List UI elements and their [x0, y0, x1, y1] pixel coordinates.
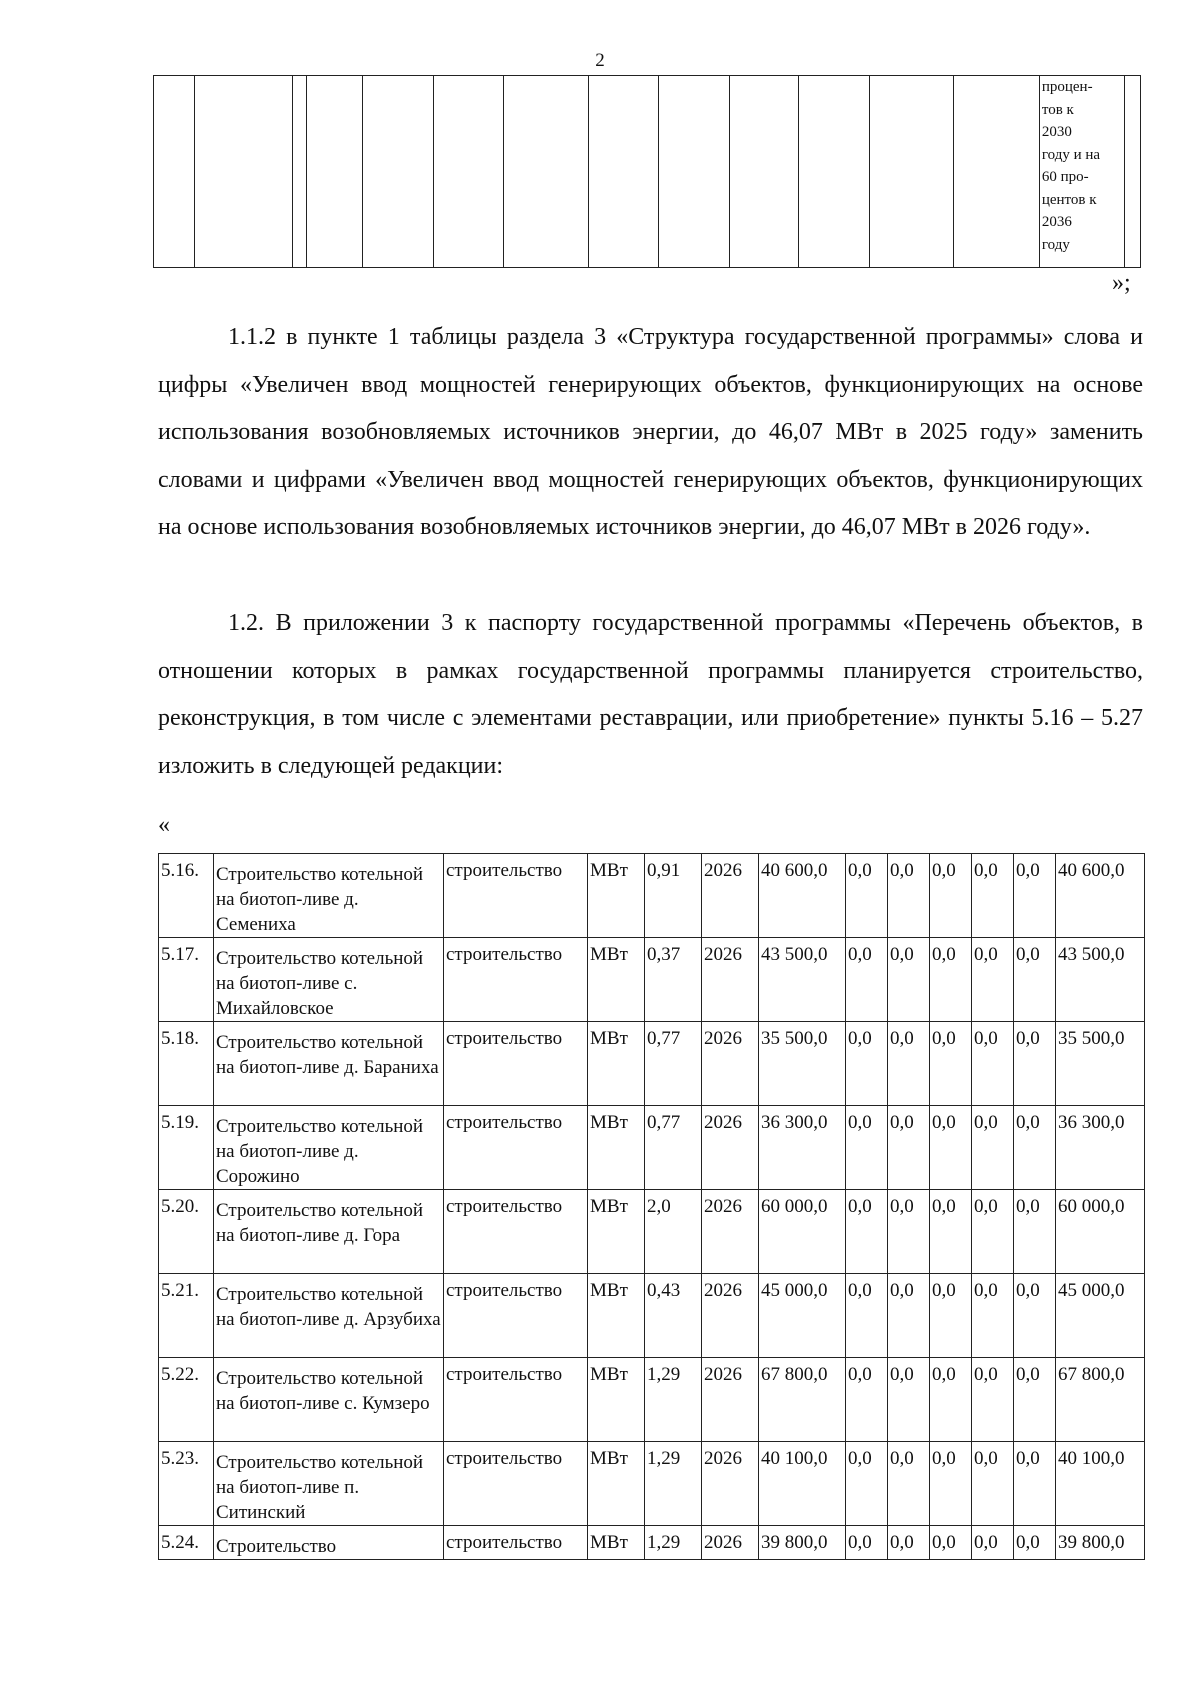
table-column: [307, 76, 363, 267]
total-cost: 43 500,0: [759, 938, 846, 1022]
cost-col-3: 0,0: [930, 1358, 972, 1442]
table-row: [159, 1022, 1145, 1106]
paragraph-amendment-1-1-2: 1.1.2 в пункте 1 таблицы раздела 3 «Структура государственной программы» слова и цифры «Увеличен ввод мощностей генерирующих объектов, функционирующих на основе использования возобновляемых источников энергии, до 46,07 МВт в 2025 году» заменить словами и цифрами «Увеличен ввод мощностей генерирующих объектов, функционирующих на основе использования возобновляемых источников энергии, до 46,07 МВт в 2026 году».: [158, 324, 1143, 540]
cost-col-5: 0,0: [1014, 1442, 1056, 1526]
cost-col-5: 0,0: [1014, 938, 1056, 1022]
total-cost: 40 100,0: [759, 1442, 846, 1526]
table-column: [504, 76, 589, 267]
cost-col-2: 0,0: [888, 1022, 930, 1106]
cost-col-5: 0,0: [1014, 1022, 1056, 1106]
object-name: Строительство котельной на биотоп-ливе д. Семениха: [214, 854, 444, 938]
table-row: [159, 1274, 1145, 1358]
object-name: Строительство котельной на биотоп-ливе д. Гора: [214, 1190, 444, 1274]
capacity: 1,29: [645, 1526, 702, 1560]
unit: МВт: [588, 1106, 645, 1190]
cost-col-1: 0,0: [846, 1106, 888, 1190]
cost-col-4: 0,0: [972, 1442, 1014, 1526]
year: 2026: [702, 854, 759, 938]
year: 2026: [702, 938, 759, 1022]
table-column: [730, 76, 800, 267]
cost-col-5: 0,0: [1014, 1190, 1056, 1274]
capacity: 0,37: [645, 938, 702, 1022]
capacity: 0,77: [645, 1022, 702, 1106]
cost-col-4: 0,0: [972, 854, 1014, 938]
cost-total-last: 35 500,0: [1056, 1022, 1145, 1106]
cost-col-2: 0,0: [888, 1358, 930, 1442]
opening-quote: «: [158, 812, 170, 838]
cell-line: тов к: [1041, 101, 1074, 118]
unit: МВт: [588, 1526, 645, 1560]
cost-col-3: 0,0: [930, 1274, 972, 1358]
row-number: 5.21.: [159, 1274, 214, 1358]
cell-line: процен-: [1041, 79, 1093, 95]
cost-col-2: 0,0: [888, 938, 930, 1022]
cell-line: году и на: [1041, 146, 1101, 163]
cost-col-1: 0,0: [846, 1274, 888, 1358]
total-cost: 40 600,0: [759, 854, 846, 938]
capacity: 0,91: [645, 854, 702, 938]
object-name: Строительство котельной на биотоп-ливе с. Кумзеро: [214, 1358, 444, 1442]
unit: МВт: [588, 1274, 645, 1358]
closing-quote: »;: [1112, 270, 1131, 296]
cost-col-3: 0,0: [930, 1106, 972, 1190]
continuation-table: [153, 75, 1141, 268]
table-column: [293, 76, 307, 267]
cost-total-last: 39 800,0: [1056, 1526, 1145, 1560]
cost-col-4: 0,0: [972, 938, 1014, 1022]
cost-total-last: 40 600,0: [1056, 854, 1145, 938]
cost-col-1: 0,0: [846, 1190, 888, 1274]
page-number: 2: [595, 50, 605, 71]
cost-col-5: 0,0: [1014, 1358, 1056, 1442]
total-cost: 36 300,0: [759, 1106, 846, 1190]
cost-col-4: 0,0: [972, 1106, 1014, 1190]
objects-table: [158, 853, 1145, 1560]
object-name: Строительство котельной на биотоп-ливе д. Бараниха: [214, 1022, 444, 1106]
capacity: 2,0: [645, 1190, 702, 1274]
capacity: 0,77: [645, 1106, 702, 1190]
cost-col-3: 0,0: [930, 1022, 972, 1106]
row-number: 5.18.: [159, 1022, 214, 1106]
cost-col-3: 0,0: [930, 1442, 972, 1526]
total-cost: 39 800,0: [759, 1526, 846, 1560]
table-row: [159, 1190, 1145, 1274]
table-column: [589, 76, 659, 267]
unit: МВт: [588, 854, 645, 938]
table-column: [434, 76, 504, 267]
row-number: 5.19.: [159, 1106, 214, 1190]
cost-total-last: 43 500,0: [1056, 938, 1145, 1022]
cost-col-1: 0,0: [846, 854, 888, 938]
object-name: Строительство котельной на биотоп-ливе д. Сорожино: [214, 1106, 444, 1190]
total-cost: 45 000,0: [759, 1274, 846, 1358]
table-column: [363, 76, 434, 267]
cost-col-2: 0,0: [888, 1106, 930, 1190]
row-number: 5.22.: [159, 1358, 214, 1442]
cost-col-4: 0,0: [972, 1022, 1014, 1106]
unit: МВт: [588, 1442, 645, 1526]
cost-col-4: 0,0: [972, 1526, 1014, 1560]
cost-col-3: 0,0: [930, 938, 972, 1022]
cost-col-3: 0,0: [930, 1190, 972, 1274]
row-number: 5.24.: [159, 1526, 214, 1560]
total-cost: 67 800,0: [759, 1358, 846, 1442]
cell-line: 2030: [1041, 124, 1072, 140]
object-name: Строительство: [214, 1526, 444, 1560]
cost-col-2: 0,0: [888, 1526, 930, 1560]
table-row: [159, 938, 1145, 1022]
cell-line: 2036: [1041, 214, 1072, 230]
year: 2026: [702, 1442, 759, 1526]
total-cost: 35 500,0: [759, 1022, 846, 1106]
table-column: [154, 76, 195, 267]
row-number: 5.16.: [159, 854, 214, 938]
cost-col-1: 0,0: [846, 938, 888, 1022]
cost-col-5: 0,0: [1014, 1274, 1056, 1358]
table-row: [159, 1442, 1145, 1526]
table-column: [1040, 76, 1125, 267]
cell-line: году: [1041, 236, 1070, 253]
year: 2026: [702, 1274, 759, 1358]
capacity: 1,29: [645, 1358, 702, 1442]
cost-total-last: 60 000,0: [1056, 1190, 1145, 1274]
work-type: строительство: [444, 938, 588, 1022]
work-type: строительство: [444, 1358, 588, 1442]
cost-col-2: 0,0: [888, 1190, 930, 1274]
table-column: [799, 76, 870, 267]
cost-total-last: 40 100,0: [1056, 1442, 1145, 1526]
object-name: Строительство котельной на биотоп-ливе п. Ситинский: [214, 1442, 444, 1526]
work-type: строительство: [444, 1106, 588, 1190]
cost-col-1: 0,0: [846, 1358, 888, 1442]
table-row: [159, 1106, 1145, 1190]
cost-col-1: 0,0: [846, 1526, 888, 1560]
cost-total-last: 67 800,0: [1056, 1358, 1145, 1442]
paragraph-amendment-1-2: 1.2. В приложении 3 к паспорту государственной программы «Перечень объектов, в отношении которых в рамках государственной программы планируется строительство, реконструкция, в том числе с элементами реставрации, или приобретение» пункты 5.16 – 5.27 изложить в следующей редакции:: [158, 610, 1143, 779]
table-column: [1125, 76, 1140, 267]
table-column: [954, 76, 1039, 267]
object-name: Строительство котельной на биотоп-ливе д. Арзубиха: [214, 1274, 444, 1358]
cost-col-1: 0,0: [846, 1442, 888, 1526]
cost-col-5: 0,0: [1014, 1106, 1056, 1190]
cost-col-5: 0,0: [1014, 854, 1056, 938]
unit: МВт: [588, 1190, 645, 1274]
cost-total-last: 45 000,0: [1056, 1274, 1145, 1358]
cost-col-4: 0,0: [972, 1358, 1014, 1442]
work-type: строительство: [444, 1190, 588, 1274]
cost-col-2: 0,0: [888, 854, 930, 938]
cost-col-2: 0,0: [888, 1442, 930, 1526]
work-type: строительство: [444, 854, 588, 938]
year: 2026: [702, 1190, 759, 1274]
work-type: строительство: [444, 1442, 588, 1526]
table-row: [159, 1358, 1145, 1442]
cost-col-1: 0,0: [846, 1022, 888, 1106]
unit: МВт: [588, 1358, 645, 1442]
cost-col-5: 0,0: [1014, 1526, 1056, 1560]
object-name: Строительство котельной на биотоп-ливе с. Михайловское: [214, 938, 444, 1022]
year: 2026: [702, 1106, 759, 1190]
total-cost: 60 000,0: [759, 1190, 846, 1274]
table-column: [195, 76, 293, 267]
cost-total-last: 36 300,0: [1056, 1106, 1145, 1190]
table-row: [159, 854, 1145, 938]
unit: МВт: [588, 1022, 645, 1106]
row-number: 5.23.: [159, 1442, 214, 1526]
year: 2026: [702, 1022, 759, 1106]
table-column: [870, 76, 954, 267]
work-type: строительство: [444, 1022, 588, 1106]
table-column: [659, 76, 730, 267]
capacity: 0,43: [645, 1274, 702, 1358]
unit: МВт: [588, 938, 645, 1022]
cell-line: центов к: [1041, 191, 1097, 208]
cost-col-3: 0,0: [930, 854, 972, 938]
cost-col-4: 0,0: [972, 1274, 1014, 1358]
row-number: 5.17.: [159, 938, 214, 1022]
year: 2026: [702, 1526, 759, 1560]
capacity: 1,29: [645, 1442, 702, 1526]
cost-col-4: 0,0: [972, 1190, 1014, 1274]
year: 2026: [702, 1358, 759, 1442]
cost-col-2: 0,0: [888, 1274, 930, 1358]
row-number: 5.20.: [159, 1190, 214, 1274]
cost-col-3: 0,0: [930, 1526, 972, 1560]
table-row: [159, 1526, 1145, 1560]
continuation-cell-text: [1040, 76, 1124, 256]
cell-line: 60 про-: [1041, 169, 1089, 185]
work-type: строительство: [444, 1274, 588, 1358]
work-type: строительство: [444, 1526, 588, 1560]
